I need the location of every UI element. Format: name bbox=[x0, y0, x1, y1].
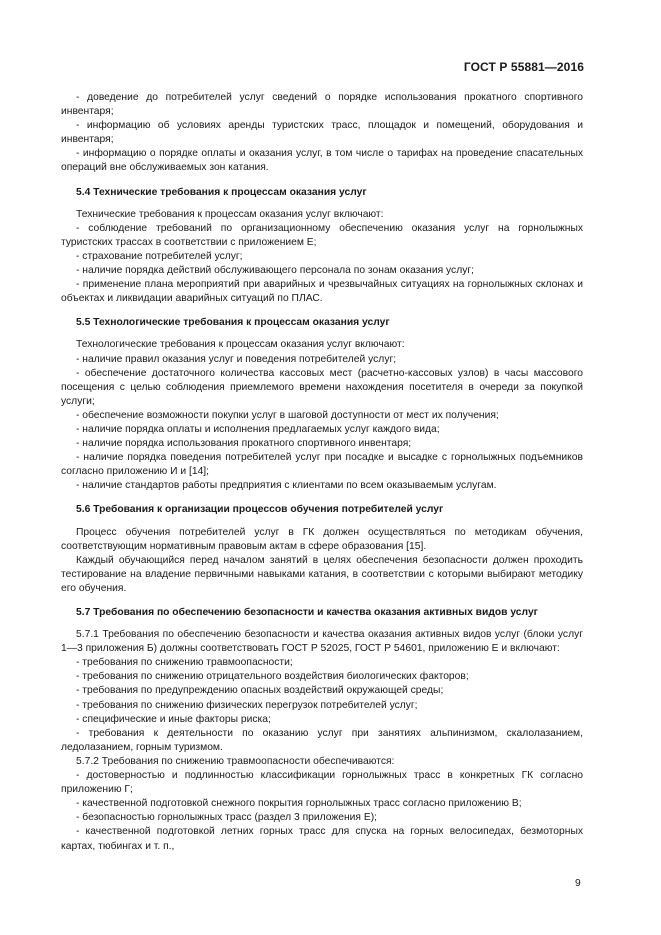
paragraph: - требования по снижению отрицательного воздействия биологических факторов; bbox=[76, 671, 469, 683]
paragraph: - требования по снижению травмоопасности; bbox=[76, 657, 293, 669]
paragraph: - наличие порядка поведения потребителей услуг при посадке и высадке с горнолыжных подъемников согласно приложению И и [14]; bbox=[61, 452, 583, 478]
section-heading: 5.5 Технологические требования к процессам оказания услуг bbox=[76, 317, 390, 329]
section-heading: 5.4 Технические требования к процессам оказания услуг bbox=[76, 186, 367, 198]
section-heading: 5.6 Требования к организации процессов обучения потребителей услуг bbox=[76, 504, 444, 516]
paragraph: - информацию о порядке оплаты и оказания услуг, в том числе о тарифах на проведение спасательных операций вне обслуживаемых зон катания. bbox=[61, 148, 583, 174]
paragraph: - специфические и иные факторы риска; bbox=[76, 713, 271, 725]
paragraph: - обеспечение достаточного количества кассовых мест (расчетно-кассовых узлов) в часы массового посещения с целью соблюдения приемлемого времени нахождения посетителя в очереди за покупкой услуги; bbox=[61, 367, 583, 407]
paragraph: - применение плана мероприятий при аварийных и чрезвычайных ситуациях на горнолыжных склонах и объектах и ликвидации аварийных ситуаций по ПЛАС. bbox=[61, 279, 583, 305]
paragraph: 5.7.2 Требования по снижению травмоопасности обеспечиваются: bbox=[76, 755, 395, 767]
paragraph: - обеспечение возможности покупки услуг в шаговой доступности от мест их получения; bbox=[76, 409, 499, 421]
paragraph: - безопасностью горнолыжных трасс (раздел 3 приложения Е); bbox=[76, 812, 378, 824]
paragraph: Технические требования к процессам оказания услуг включают: bbox=[76, 208, 384, 220]
paragraph: 5.7.1 Требования по обеспечению безопасности и качества оказания активных видов услуг (блоки услуг 1—3 приложения Б) должны соответствовать ГОСТ Р 52025, ГОСТ Р 54601, приложению Е и включают: bbox=[61, 629, 583, 655]
paragraph: Процесс обучения потребителей услуг в ГК должен осуществляться по методикам обучения, соответствующим нормативным правовым актам в сфере образования [15]. bbox=[61, 526, 583, 552]
paragraph: - требования к деятельности по оказанию услуг при занятиях альпинизмом, скалолазанием, ледолазанием, горным туризмом. bbox=[61, 727, 583, 753]
paragraph: - требования по снижению физических перегрузок потребителей услуг; bbox=[76, 699, 418, 711]
paragraph: - наличие порядка оплаты и исполнения предлагаемых услуг каждого вида; bbox=[76, 423, 440, 435]
paragraph: - наличие порядка действий обслуживающего персонала по зонам оказания услуг; bbox=[76, 265, 474, 277]
paragraph: Технологические требования к процессам оказания услуг включают: bbox=[76, 339, 405, 351]
paragraph: - соблюдение требований по организационному обеспечению оказания услуг на горнолыжных туристских трассах в соответствии с приложением Е; bbox=[61, 222, 583, 248]
paragraph: - доведение до потребителей услуг сведений о порядке использования прокатного спортивного инвентаря; bbox=[61, 92, 583, 118]
paragraph: - информацию об условиях аренды туристских трасс, площадок и помещений, оборудования и инвентаря; bbox=[61, 120, 583, 146]
paragraph: - достоверностью и подлинностью классификации горнолыжных трасс в конкретных ГК согласно приложению Г; bbox=[61, 770, 583, 796]
paragraph: - качественной подготовкой летних горных трасс для спуска на горных велосипедах, безмоторных картах, тюбингах и т. п., bbox=[61, 826, 583, 852]
page-number: 9 bbox=[575, 878, 581, 889]
paragraph: - наличие порядка использования прокатного спортивного инвентаря; bbox=[76, 438, 412, 450]
paragraph: - наличие правил оказания услуг и поведения потребителей услуг; bbox=[76, 353, 397, 365]
page-body bbox=[61, 91, 583, 854]
paragraph: - требования по предупреждению опасных воздействий окружающей среды; bbox=[76, 685, 444, 697]
paragraph: - наличие стандартов работы предприятия с клиентами по всем оказываемым услугам. bbox=[76, 480, 497, 492]
paragraph: - качественной подготовкой снежного покрытия горнолыжных трасс согласно приложению В; bbox=[76, 798, 522, 810]
paragraph: Каждый обучающийся перед началом занятий в целях обеспечения безопасности должен проходить тестирование на владение первичными навыками катания, в соответствии с которыми выбирают методику его обучения. bbox=[61, 554, 583, 594]
standard-header: ГОСТ Р 55881—2016 bbox=[463, 60, 584, 74]
section-heading: 5.7 Требования по обеспечению безопасности и качества оказания активных видов услуг bbox=[76, 607, 538, 618]
paragraph: - страхование потребителей услуг; bbox=[76, 250, 243, 262]
